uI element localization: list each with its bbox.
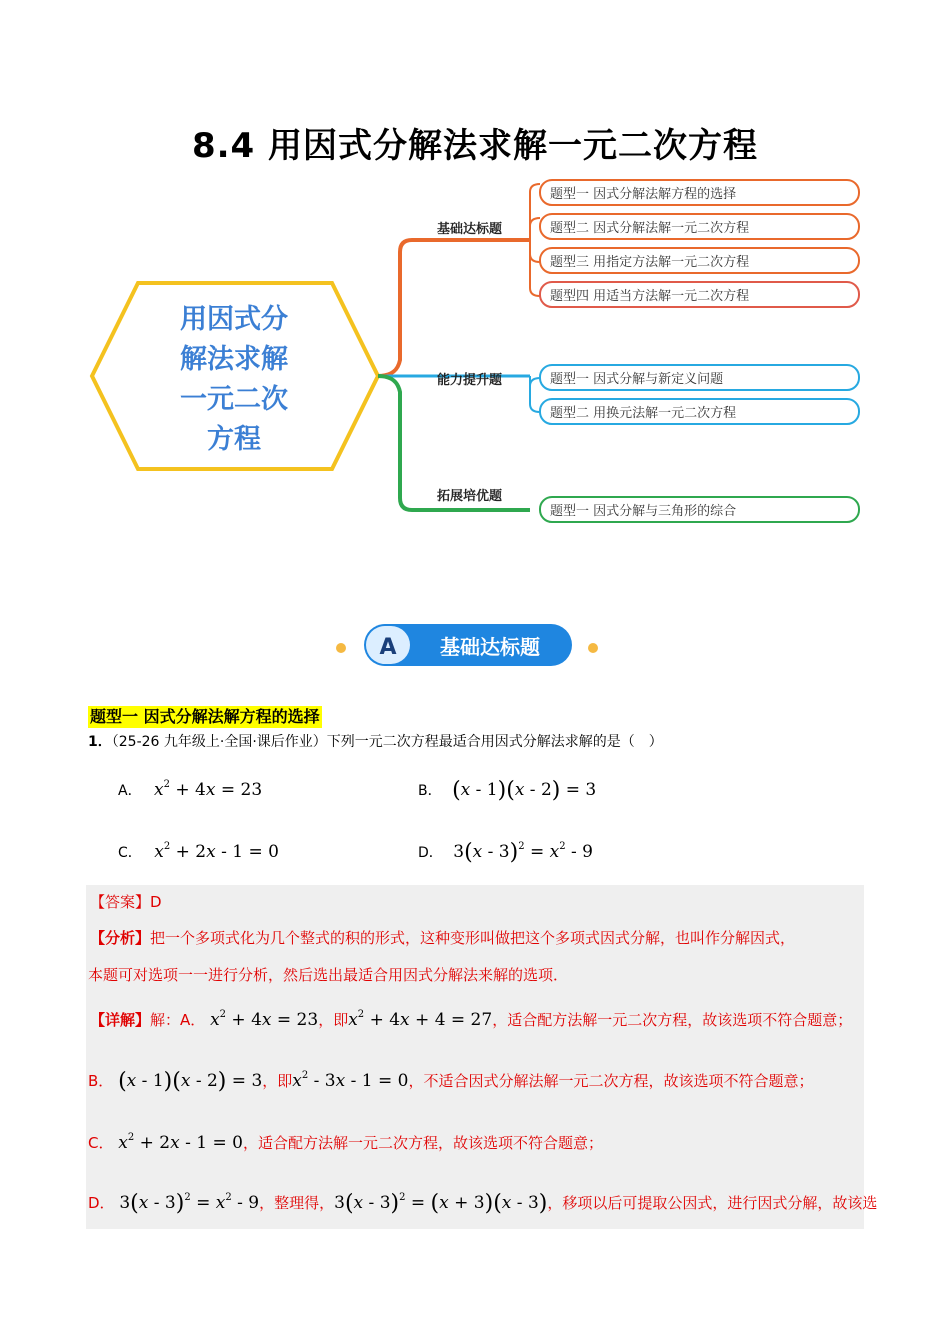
- analysis-line-1: 【分析】把一个多项式化为几个整式的积的形式，这种变形叫做把这个多项式因式分解，也叫作分解因式，: [90, 929, 796, 947]
- detail-a: 【详解】解：A． $x^2 + 4x = 23$，即$x^2 + 4x + 4 = 27$，适合配方法解一元二次方程，故该选项不符合题意；: [90, 1009, 853, 1030]
- answer-panel: [86, 885, 878, 1229]
- option-d-label: D．: [418, 845, 443, 861]
- detail-c: C． $x^2 + 2x - 1 = 0$，适合配方法解一元二次方程，故该选项不符合题意；: [88, 1132, 603, 1153]
- leaf-basic-2: 题型二 因式分解法解一元二次方程: [550, 221, 750, 236]
- option-d: D． $3(x - 3)^2 = x^2 - 9$: [418, 840, 593, 865]
- branch-label-basic: 基础达标题: [437, 222, 503, 237]
- center-line-3: 一元二次: [180, 384, 288, 415]
- option-b-label: B．: [418, 783, 442, 799]
- section-heading: 题型一 因式分解法解方程的选择: [90, 707, 320, 726]
- analysis-line-2: 本题可对选项一一进行分析，然后选出最适合用因式分解法来解的选项．: [88, 966, 569, 984]
- question-text: （25-26 九年级上·全国·课后作业）下列一元二次方程最适合用因式分解法求解的是（ ）: [111, 734, 663, 750]
- section-banner: [0, 615, 950, 675]
- center-line-4: 方程: [207, 424, 261, 455]
- center-line-2: 解法求解: [180, 344, 288, 375]
- option-a-label: A．: [118, 783, 142, 799]
- branch-label-extension: 拓展培优题: [437, 489, 503, 504]
- leaf-basic-3: 题型三 用指定方法解一元二次方程: [550, 255, 750, 270]
- banner-label: 基础达标题: [440, 635, 540, 659]
- option-c-label: C．: [118, 845, 142, 861]
- leaf-ability-2: 题型二 用换元法解一元二次方程: [550, 406, 737, 421]
- branch-label-ability: 能力提升题: [437, 373, 503, 388]
- leaf-ability-1: 题型一 因式分解与新定义问题: [550, 372, 724, 387]
- page-title: 8.4 用因式分解法求解一元二次方程: [191, 126, 759, 166]
- banner-letter: A: [379, 635, 397, 660]
- mind-map: [0, 160, 950, 540]
- answer-label: 【答案】D: [90, 893, 162, 911]
- analysis-label: 【分析】: [90, 929, 151, 947]
- branch-connector-basic: [378, 240, 530, 376]
- question-number: 1．: [88, 734, 112, 750]
- center-line-1: 用因式分: [180, 304, 288, 335]
- detail-b: B． (x - 1)(x - 2) = 3，即$x^2 - 3x - 1 = 0$，不适合因式分解法解一元二次方程，故该选项不符合题意；: [88, 1069, 814, 1094]
- question-stem: [88, 732, 663, 752]
- detail-d: D． $3(x - 3)^2 = x^2 - 9$，整理得，3(x - 3)$^2$ = (x + 3)(x - 3)，移项以后可提取公因式，进行因式分解，故该选: [88, 1191, 878, 1216]
- leaf-basic-1: 题型一 因式分解法解方程的选择: [550, 187, 737, 202]
- option-c: C． $x^2 + 2x - 1 = 0$: [118, 841, 279, 862]
- option-a: A． $x^2 + 4x = 23$: [118, 779, 263, 800]
- detail-label: 【详解】: [90, 1011, 151, 1029]
- leaf-basic-4: 题型四 用适当方法解一元二次方程: [550, 289, 750, 304]
- option-b: B． (x - 1)(x - 2) = 3: [418, 778, 597, 803]
- leaf-extension-1: 题型一 因式分解与三角形的综合: [550, 504, 737, 519]
